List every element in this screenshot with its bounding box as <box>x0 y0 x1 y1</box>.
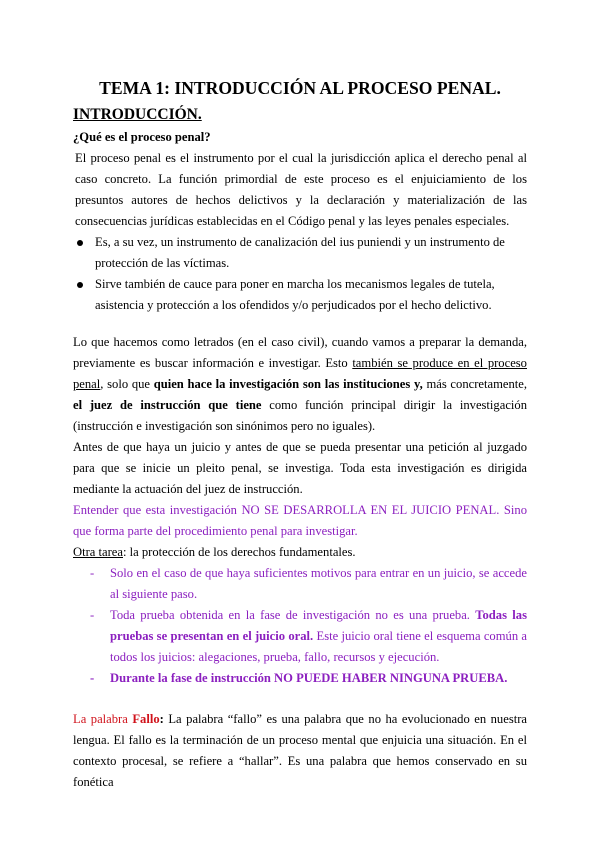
intro-paragraph: El proceso penal es el instrumento por el cual la jurisdicción aplica el derecho penal al caso concreto. La función primordial de este proceso es el enjuiciamiento de los presuntos autores de hechos delictivos y la declaración y materialización de las consecuencias jurídicas establecidas en el Código penal y las leyes penales especiales. <box>75 151 527 228</box>
text-run: Lo que hacemos como letrados (en el caso civil), cuando vamos a preparar la demanda, previamente es buscar información e investigar. Esto <box>73 335 527 370</box>
dash-text: Este juicio oral tiene el esquema común a todos los juicios: alegaciones, prueba, fallo, recursos y ejecución. <box>110 629 527 664</box>
red-bold-text: Fallo <box>132 712 160 726</box>
red-text: La palabra <box>73 712 133 726</box>
bold-text: el juez de instrucción que tiene <box>73 398 262 412</box>
dash-list <box>73 563 527 689</box>
underlined-text: también se produce en el proceso penal <box>73 356 527 391</box>
dash-bullet-icon: - <box>90 608 95 622</box>
paragraph-letrados <box>73 332 527 437</box>
page-title: TEMA 1: INTRODUCCIÓN AL PROCESO PENAL. <box>99 78 501 98</box>
bullet-dot-icon <box>77 282 83 288</box>
dash-bullet-icon: - <box>90 566 95 580</box>
dash-text: Toda prueba obtenida en la fase de investigación no es una prueba. <box>110 608 476 622</box>
dash-item <box>73 668 527 689</box>
bullet-item <box>75 232 527 274</box>
paragraph-fallo <box>73 709 527 793</box>
bold-text: quien hace la investigación son las instituciones y, <box>153 377 423 391</box>
text-run: : la protección de los derechos fundamentales. <box>123 545 356 559</box>
section-heading: INTRODUCCIÓN. <box>73 106 202 123</box>
bold-text: Todas las pruebas se presentan en el juicio oral. <box>110 608 527 643</box>
bullet-dot-icon <box>77 240 83 246</box>
paragraph-antes: Antes de que haya un juicio y antes de que se pueda presentar una petición al juzgado para que se inicie un pleito penal, se investiga. Toda esta investigación es dirigida mediante la actuación del juez de instrucción. <box>73 440 527 496</box>
dash-item <box>73 563 527 605</box>
text-run: , solo que <box>100 377 154 391</box>
dash-item <box>73 605 527 668</box>
bullet-item <box>75 274 527 316</box>
bullet-text: Sirve también de cauce para poner en marcha los mecanismos legales de tutela, asistencia y protección a los ofendidos y/o perjudicados por el hecho delictivo. <box>95 277 495 312</box>
text-run: La palabra “fallo” es una palabra que no ha evolucionado en nuestra lengua. El fallo es la terminación de un proceso mental que enjuicia una situación. En el contexto procesal, se refiere a “hallar”. Es una palabra que hemos conservado en su fonética <box>73 712 528 789</box>
dash-bullet-icon: - <box>90 671 95 685</box>
dash-text: Durante la fase de instrucción NO PUEDE HABER NINGUNA PRUEBA. <box>110 671 508 685</box>
text-run: como función principal dirigir la investigación (instrucción e investigación son sinónimos pero no iguales). <box>73 398 527 433</box>
paragraph-purple-note: Entender que esta investigación NO SE DESARROLLA EN EL JUICIO PENAL. Sino que forma parte del procedimiento penal para investigar. <box>73 503 527 538</box>
question-heading: ¿Qué es el proceso penal? <box>73 130 211 144</box>
bullet-list <box>75 232 527 316</box>
dash-text: Solo en el caso de que haya suficientes motivos para entrar en un juicio, se accede al siguiente paso. <box>110 566 527 601</box>
otra-tarea-line <box>73 542 527 563</box>
bullet-text: Es, a su vez, un instrumento de canalización del ius puniendi y un instrumento de protección de las víctimas. <box>95 235 505 270</box>
otra-tarea-label: Otra tarea <box>73 545 123 559</box>
text-run: más concretamente, <box>422 377 527 391</box>
bold-text: : <box>159 712 164 726</box>
